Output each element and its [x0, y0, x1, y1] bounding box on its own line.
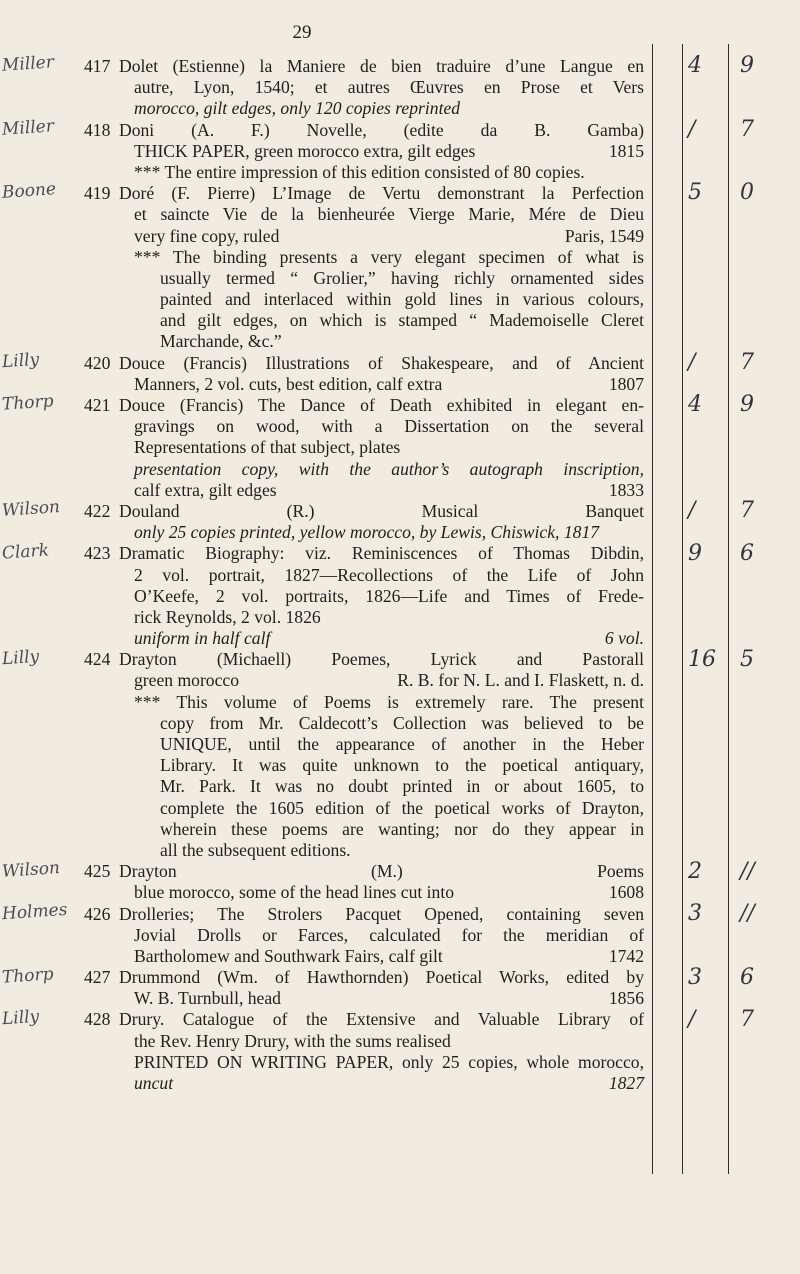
- entry-text: THICK PAPER, green morocco extra, gilt edges 1815: [134, 140, 644, 161]
- buyer-name-handwritten: Miller: [1, 115, 55, 140]
- lot-number: 426: [84, 903, 111, 924]
- catalogue-note: [0, 692, 800, 862]
- price-shillings-handwritten: /: [688, 116, 696, 142]
- entry-line: [0, 586, 800, 607]
- catalogue-note: [0, 247, 800, 353]
- price-shillings-handwritten: 2: [688, 858, 702, 884]
- entry-text: Dramatic Biography: viz. Reminiscences of Thomas Dibdin,: [119, 543, 644, 564]
- entry-line: [0, 607, 800, 628]
- price-pence-handwritten: 5: [740, 646, 754, 672]
- entry-line: [0, 162, 800, 183]
- price-shillings-handwritten: 3: [688, 901, 702, 926]
- price-shillings-handwritten: /: [688, 498, 696, 524]
- entry-text: *** The binding presents a very elegant specimen of what is: [134, 246, 644, 267]
- entry-line: [0, 226, 800, 247]
- price-pence-handwritten: 9: [740, 392, 754, 418]
- entry-line: [0, 1031, 800, 1052]
- entry-date: 1833: [608, 479, 644, 500]
- catalogue-entry: [0, 540, 800, 649]
- entry-text: Doni (A. F.) Novelle, (edite da B. Gamba): [119, 119, 644, 140]
- entry-line: [0, 331, 800, 352]
- entry-date: 1815: [608, 140, 644, 161]
- entry-text: complete the 1605 edition of the poetical works of Drayton,: [160, 797, 644, 818]
- price-pence-handwritten: 6: [740, 964, 754, 990]
- entry-line: [0, 141, 800, 162]
- catalogue-entry: [0, 395, 800, 501]
- entry-line: [0, 540, 800, 566]
- entry-line: [0, 1073, 800, 1094]
- entry-line: [0, 734, 800, 755]
- catalogue-entry: [0, 120, 800, 162]
- entry-text: PRINTED ON WRITING PAPER, only 25 copies, whole morocco,: [134, 1051, 644, 1072]
- catalogue-entry: [0, 353, 800, 395]
- entry-line: [0, 459, 800, 480]
- entry-text: Marchande, &c.”: [160, 331, 282, 352]
- lot-number: 422: [84, 500, 111, 521]
- price-pence-handwritten: //: [740, 901, 755, 926]
- entry-line: [0, 77, 800, 98]
- catalogue-entry: [0, 858, 800, 903]
- entry-line: [0, 798, 800, 819]
- entry-text: only 25 copies printed, yellow morocco, by Lewis, Chiswick, 1817: [134, 522, 600, 543]
- catalogue-entry: [0, 56, 800, 120]
- entry-line: [0, 374, 800, 395]
- price-shillings-handwritten: 4: [688, 392, 702, 418]
- catalogue-entry: [0, 904, 800, 968]
- entry-text: very fine copy, ruled Paris, 1549: [134, 225, 644, 246]
- entry-line: [0, 416, 800, 437]
- entry-line: [0, 692, 800, 713]
- lot-number: 419: [84, 183, 111, 204]
- entry-text: copy from Mr. Caldecott’s Collection was believed to be: [160, 712, 644, 733]
- buyer-name-handwritten: Wilson: [1, 857, 61, 882]
- buyer-name-handwritten: Holmes: [1, 899, 69, 925]
- buyer-name-handwritten: Boone: [1, 179, 57, 204]
- catalogue-entry: [0, 501, 800, 543]
- entry-line: [0, 946, 800, 967]
- entry-text: green morocco R. B. for N. L. and I. Flaskett, n. d.: [134, 670, 644, 691]
- entry-text: all the subsequent editions.: [160, 839, 351, 860]
- entry-text: Mr. Park. It was no doubt printed in or about 1605, to: [160, 776, 644, 797]
- catalogue-entry: [0, 964, 800, 1009]
- entry-text: blue morocco, some of the head lines cut into 1608: [134, 882, 644, 903]
- catalogue-entry: [0, 1006, 800, 1094]
- entry-line: [0, 1006, 800, 1030]
- entry-text: usually termed “ Grolier,” having richly ornamented sides: [160, 267, 644, 288]
- entry-line: [0, 882, 800, 903]
- price-pence-handwritten: 7: [740, 116, 754, 142]
- price-shillings-handwritten: /: [688, 349, 696, 375]
- price-shillings-handwritten: 9: [688, 540, 702, 566]
- lot-number: 425: [84, 861, 111, 882]
- entry-text: Drayton (Michaell) Poemes, Lyrick and Pastorall: [119, 649, 644, 670]
- entry-text: Library. It was quite unknown to the poetical antiquary,: [160, 755, 644, 776]
- entry-line: [0, 395, 800, 416]
- entry-text: morocco, gilt edges, only 120 copies reprinted: [134, 98, 461, 119]
- entry-line: [0, 819, 800, 840]
- price-pence-handwritten: 7: [740, 349, 754, 375]
- entry-text: Dolet (Estienne) la Maniere de bien traduire d’une Langue en: [119, 56, 644, 76]
- entry-text: *** This volume of Poems is extremely rare. The present: [134, 691, 644, 712]
- entry-text: *** The entire impression of this edition consisted of 80 copies.: [134, 161, 585, 182]
- price-shillings-handwritten: 3: [688, 964, 702, 990]
- entry-text: and gilt edges, on which is stamped “ Mademoiselle Cleret: [160, 310, 644, 331]
- entry-text: 2 vol. portrait, 1827—Recollections of the Life of John: [134, 564, 644, 585]
- entry-line: [0, 437, 800, 458]
- entry-text: UNIQUE, until the appearance of another in the Heber: [160, 734, 644, 754]
- entry-date: 1608: [608, 882, 644, 903]
- entry-text: calf extra, gilt edges 1833: [134, 479, 644, 500]
- entry-text: rick Reynolds, 2 vol. 1826: [134, 606, 321, 627]
- buyer-name-handwritten: Lilly: [1, 646, 40, 669]
- entry-line: [0, 522, 800, 543]
- entry-text: et saincte Vie de la bienheurée Vierge Marie, Mére de Dieu: [134, 204, 644, 225]
- entry-text: Douce (Francis) Illustrations of Shakespeare, and of Ancient: [119, 352, 644, 373]
- entry-text: Drury. Catalogue of the Extensive and Valuable Library of: [119, 1009, 644, 1030]
- entry-text: Drolleries; The Strolers Pacquet Opened, containing seven: [119, 903, 644, 924]
- price-shillings-handwritten: 5: [688, 180, 702, 206]
- entry-line: [0, 776, 800, 797]
- entry-text: presentation copy, with the author’s autograph inscription,: [134, 458, 644, 479]
- entry-date: 6 vol.: [604, 628, 644, 649]
- lot-number: 417: [84, 56, 111, 76]
- lot-number: 427: [84, 967, 111, 988]
- entry-date: 1856: [608, 988, 644, 1009]
- lot-number: 424: [84, 649, 111, 670]
- buyer-name-handwritten: Thorp: [1, 391, 55, 415]
- entry-line: [0, 858, 800, 884]
- buyer-name-handwritten: Thorp: [1, 963, 55, 988]
- entry-line: [0, 120, 800, 141]
- entry-date: 1827: [608, 1073, 644, 1093]
- entry-text: O’Keefe, 2 vol. portraits, 1826—Life and Times of Frede-: [134, 585, 644, 606]
- entry-line: [0, 1052, 800, 1073]
- lot-number: 428: [84, 1009, 111, 1030]
- entry-date: 1742: [608, 945, 644, 966]
- buyer-name-handwritten: Lilly: [1, 1006, 40, 1030]
- entry-text: the Rev. Henry Drury, with the sums realised: [134, 1030, 451, 1051]
- price-pence-handwritten: 0: [740, 180, 754, 206]
- entry-date: 1807: [608, 373, 644, 394]
- entry-text: Bartholomew and Southwark Fairs, calf gilt 1742: [134, 945, 644, 966]
- entry-line: [0, 183, 800, 204]
- price-pence-handwritten: 7: [740, 1007, 754, 1032]
- entry-text: Drayton (M.) Poems: [119, 861, 644, 882]
- entry-text: Manners, 2 vol. cuts, best edition, calf extra 1807: [134, 373, 644, 394]
- price-shillings-handwritten: 4: [688, 53, 702, 78]
- entry-line: [0, 56, 800, 77]
- entry-date: R. B. for N. L. and I. Flaskett, n. d.: [397, 670, 644, 691]
- lot-number: 423: [84, 543, 111, 564]
- entry-line: [0, 840, 800, 861]
- entry-line: [0, 904, 800, 925]
- entry-text: gravings on wood, with a Dissertation on the several: [134, 416, 644, 437]
- page-number: 29: [292, 22, 312, 43]
- entry-text: Douland (R.) Musical Banquet: [119, 500, 644, 521]
- entry-line: [0, 628, 800, 649]
- buyer-name-handwritten: Miller: [1, 52, 55, 76]
- entry-text: wherein these poems are wanting; nor do they appear in: [160, 818, 644, 839]
- entry-line: [0, 988, 800, 1009]
- price-pence-handwritten: 7: [740, 498, 754, 524]
- entry-text: uniform in half calf 6 vol.: [134, 628, 644, 649]
- entry-line: [0, 310, 800, 331]
- entry-text: painted and interlaced within gold lines in various colours,: [160, 289, 644, 310]
- catalogue-entry: [0, 646, 800, 691]
- entry-line: [0, 98, 800, 119]
- price-shillings-handwritten: /: [688, 1007, 696, 1032]
- entry-line: [0, 925, 800, 946]
- entry-text: W. B. Turnbull, head 1856: [134, 988, 644, 1009]
- catalogue-entries: [0, 56, 800, 1094]
- entry-line: [0, 353, 800, 374]
- buyer-name-handwritten: Clark: [1, 539, 50, 564]
- catalogue-entry: [0, 183, 800, 247]
- entry-line: [0, 713, 800, 734]
- lot-number: 420: [84, 352, 111, 373]
- entry-text: Douce (Francis) The Dance of Death exhibited in elegant en-: [119, 395, 644, 415]
- entry-line: [0, 480, 800, 501]
- entry-text: Jovial Drolls or Farces, calculated for the meridian of: [134, 924, 644, 945]
- entry-line: [0, 964, 800, 990]
- catalogue-note: [0, 162, 800, 183]
- lot-number: 418: [84, 119, 111, 140]
- entry-line: [0, 670, 800, 691]
- entry-text: uncut 1827: [134, 1073, 644, 1093]
- entry-line: [0, 501, 800, 522]
- entry-line: [0, 289, 800, 310]
- entry-line: [0, 646, 800, 672]
- entry-line: [0, 204, 800, 225]
- entry-text: Drummond (Wm. of Hawthornden) Poetical Works, edited by: [119, 967, 644, 988]
- entry-text: Doré (F. Pierre) L’Image de Vertu demonstrant la Perfection: [119, 183, 644, 204]
- price-shillings-handwritten: 16: [688, 646, 716, 672]
- buyer-name-handwritten: Lilly: [1, 349, 40, 373]
- entry-line: [0, 247, 800, 268]
- entry-text: autre, Lyon, 1540; et autres Œuvres en Prose et Vers: [134, 77, 644, 98]
- entry-text: Representations of that subject, plates: [134, 437, 401, 458]
- entry-date: Paris, 1549: [564, 225, 644, 246]
- entry-line: [0, 268, 800, 289]
- entry-line: [0, 565, 800, 586]
- price-pence-handwritten: //: [740, 858, 755, 884]
- buyer-name-handwritten: Wilson: [1, 497, 61, 522]
- price-pence-handwritten: 9: [740, 53, 754, 78]
- entry-line: [0, 755, 800, 776]
- lot-number: 421: [84, 395, 111, 415]
- price-pence-handwritten: 6: [740, 540, 754, 566]
